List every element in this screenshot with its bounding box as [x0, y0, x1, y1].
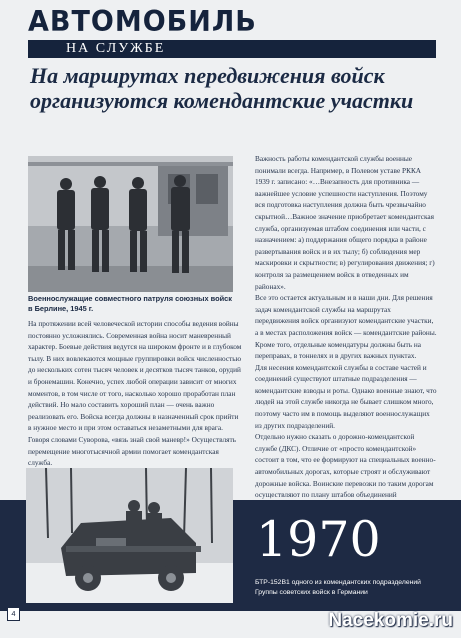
right-paragraph-3: Для несения комендантской службы в составе частей и соединений существуют штатные подразделения — комендантские взводы и роты. Однако военные знают, что людей на этой службе никогда не бывает слишком много, поэтому часто им в помощь выделяют военнослужащих из других подразделений. [255, 362, 437, 430]
page-number: 4 [7, 607, 20, 621]
magazine-subtitle: НА СЛУЖБЕ [66, 41, 166, 56]
magazine-brand: АВТОМОБИЛЬ [28, 5, 257, 39]
right-paragraph-4: Отдельно нужно сказать о дорожно-комендантской службе (ДКС). Отличие от «просто комендантской» состоит в том, что ее формируют на специальных военно-автомобильных дорогах, которые строят и обслуживают дорожные войска. Воинские перевозки по таким дорогам осуществляют по плану штабов объединений [255, 432, 436, 500]
patrol-photo-caption: Военнослужащие совместного патруля союзных войск в Берлине, 1945 г. [28, 294, 232, 313]
vehicle-photo-image [26, 468, 233, 603]
left-column-text: На протяжении всей человеческой истории способы ведения войны постоянно усложнялись. Современная война носит маневренный характер. Боевые действия ведутся на широком фронте и в глубоком тылу. В них вовлекаются мощные группировки войск численностью до нескольких сотен тысяч человек и десятков тысяч танков, орудий и бронемашин. Конечно, успех любой операции зависит от многих моментов, в том числе от того, насколько хорошо проработан план действий. Но мало составить хороший план — очень важно реализовать его. Войска всегда должны в назначенный срок прийти в нужное место и при этом оставаться незаметными для врага. Говоря словами Суворова, «вязь знай свой маневр!» Осуществлять перемещение многотысячной армии помогает комендантская служба. [28, 319, 242, 468]
article-headline: На маршрутах передвижения войск организуются комендантские участки [30, 63, 414, 113]
right-paragraph-1: Важность работы комендантской службы военные понимали всегда. Например, в Полевом уставе РККА 1939 г. записано: «…Внезапность для противника — важнейшее условие успешности наступления. Поэтому вся подготовка наступления должна быть чрезвычайно скрытной…Важное значение приобретает комендантская служба, организуемая штабом соединения или части, с назначением: а) поддержания общего порядка в районе развертывания войск и в их тылу; б) соблюдения мер маскировки и скрытности; в) регулирования движения; г) контроля за размещением войск в отведенных им районах». [255, 154, 435, 291]
year-label: 1970 [256, 511, 381, 568]
right-paragraph-2: Все это остается актуальным и в наши дни. Для решения задач комендантской службы на маршрутах передвижения войск организуют комендантские участки, а в местах расположения войск — комендантские районы. Кроме того, отдельные комендатуры должны быть на переправах, в тоннелях и в других важных пунктах. [255, 293, 437, 361]
patrol-photo [28, 156, 233, 292]
masthead [28, 7, 438, 37]
patrol-photo-image [28, 156, 233, 292]
right-column [255, 153, 437, 501]
vehicle-photo [26, 468, 233, 603]
vehicle-photo-caption: БТР-152В1 одного из комендантских подразделений Группы советских войск в Германии [255, 579, 421, 596]
subtitle-bar [28, 40, 436, 58]
site-watermark: Nacekomie.ru [328, 610, 453, 631]
